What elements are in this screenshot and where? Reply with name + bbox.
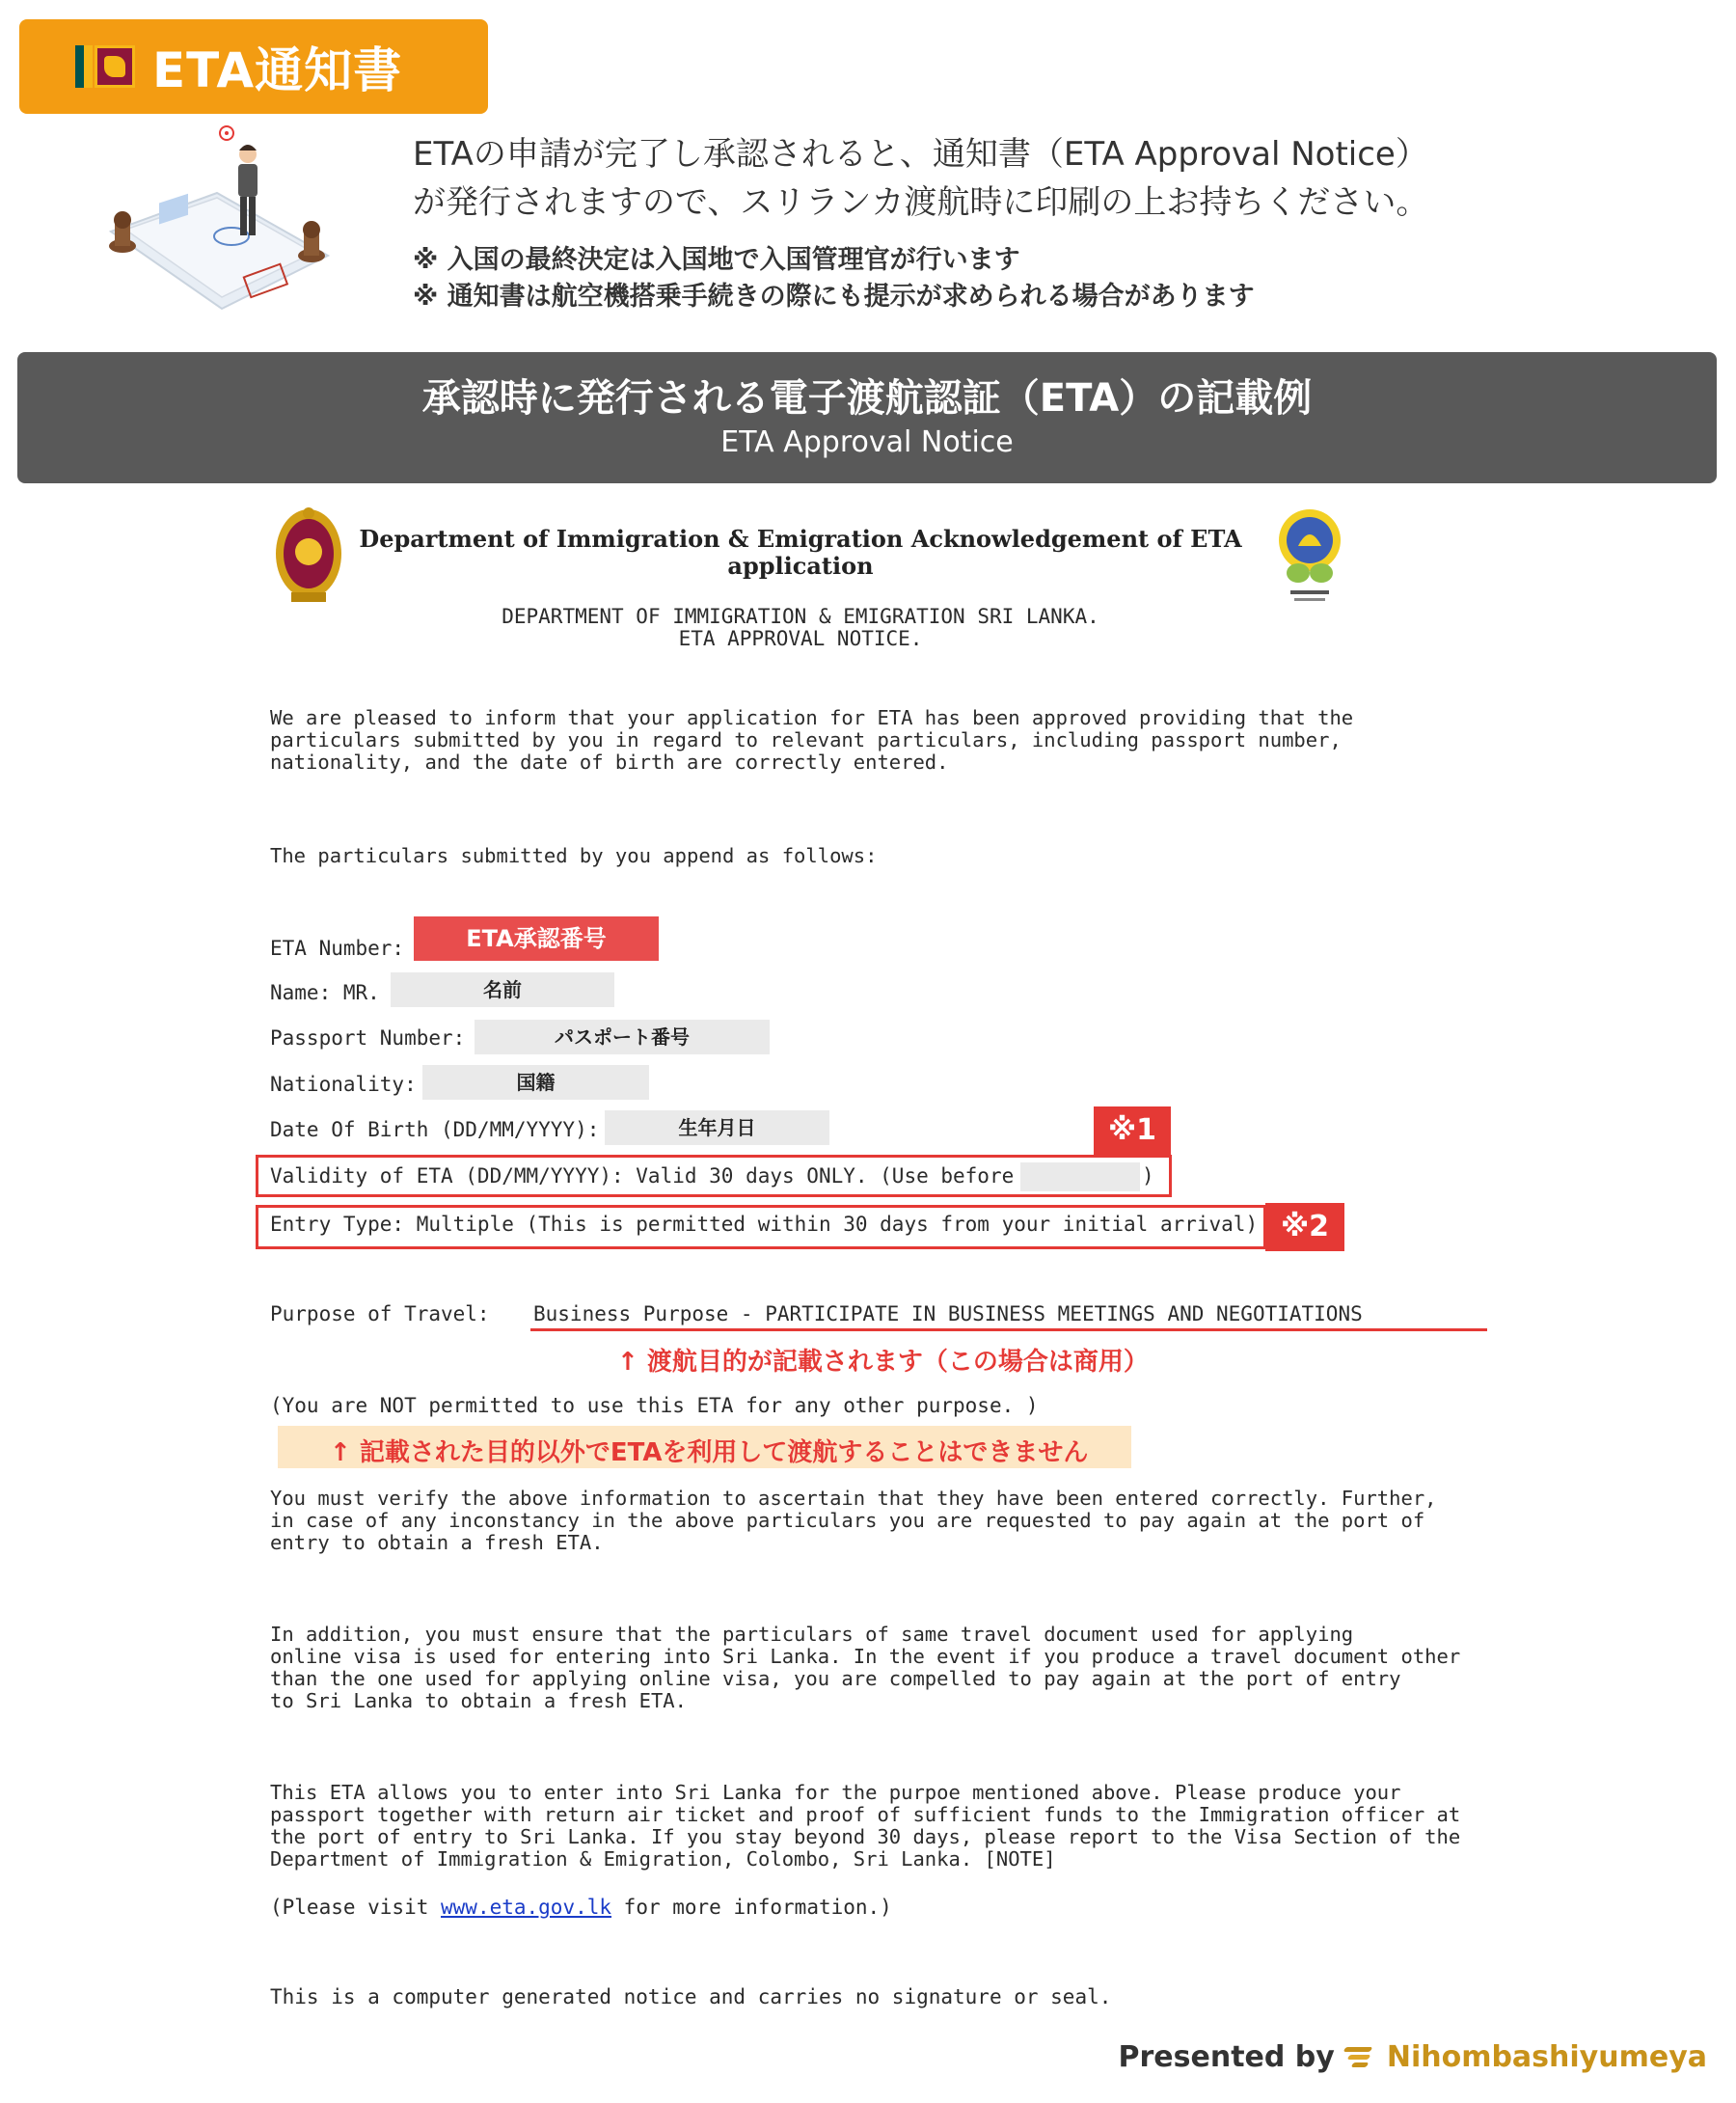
notice-paragraph-verify: You must verify the above information to ascertain that they have been entered correctly. Further, in case of any inconstancy in the above particulars you are requested to pay again at the port of entry to obtain a fresh ETA. — [270, 1487, 1437, 1554]
purpose-of-travel-value: Business Purpose - PARTICIPATE IN BUSINESS MEETINGS AND NEGOTIATIONS — [533, 1302, 1363, 1325]
entry-type: Entry Type: Multiple (This is permitted within 30 days from your initial arrival) — [270, 1213, 1259, 1236]
eta-number-label: ETA Number: — [270, 937, 405, 960]
purpose-annotation: ↑ 渡航目的が記載されます（この場合は商用） — [617, 1348, 1149, 1377]
visit-prefix: (Please visit — [270, 1896, 442, 1919]
eta-number-mask: ETA承認番号 — [414, 916, 659, 961]
intro-line-1: ETAの申請が完了し承認されると、通知書（ETA Approval Notice） — [413, 135, 1428, 174]
brand-name: Nihombashiyumeya — [1386, 2040, 1707, 2074]
notice-closing: This is a computer generated notice and carries no signature or seal. — [270, 1985, 1112, 2008]
purpose-of-travel-label: Purpose of Travel: — [270, 1302, 490, 1325]
name-label: Name: MR. — [270, 981, 380, 1004]
intro-line-2: が発行されますので、スリランカ渡航時に印刷の上お持ちください。 — [413, 183, 1429, 222]
immigration-department-logo-icon — [1271, 504, 1348, 606]
passport-number-mask: パスポート番号 — [475, 1020, 770, 1054]
notice-heading-line-2: application — [727, 552, 874, 580]
eta-website-link[interactable]: www.eta.gov.lk — [441, 1896, 612, 1919]
banner-title: 承認時に発行される電子渡航認証（ETA）の記載例 — [421, 376, 1313, 421]
annotation-tag-2: ※2 — [1265, 1203, 1344, 1251]
nationality-mask: 国籍 — [422, 1065, 649, 1100]
notice-paragraph-approval: We are pleased to inform that your application for ETA has been approved providing that the particulars submitted by you in regard to relevant particulars, including passport number, nationality, and the date of birth are correctly entered. — [270, 706, 1354, 774]
note-1: ※ 入国の最終決定は入国地で入国管理官が行います — [413, 245, 1020, 275]
footer-credit — [1119, 2040, 1707, 2074]
notice-subheading-line-1: DEPARTMENT OF IMMIGRATION & EMIGRATION SRI LANKA. — [502, 605, 1099, 628]
presented-by-text: Presented by — [1118, 2040, 1335, 2074]
date-of-birth-mask: 生年月日 — [605, 1110, 829, 1145]
nihombashiyumeya-logo-icon — [1344, 2045, 1377, 2070]
title-badge — [19, 19, 488, 114]
banner-subtitle: ETA Approval Notice — [720, 425, 1014, 459]
not-permitted-annotation: ↑ 記載された目的以外でETAを利用して渡航することはできません — [330, 1438, 1089, 1467]
nationality-label: Nationality: — [270, 1073, 417, 1096]
notice-subheading-line-2: ETA APPROVAL NOTICE. — [678, 627, 923, 650]
intro-text — [413, 130, 1715, 315]
passport-number-label: Passport Number: — [270, 1026, 466, 1050]
date-of-birth-label: Date Of Birth (DD/MM/YYYY): — [270, 1118, 600, 1141]
notice-heading — [357, 526, 1244, 580]
notice-paragraph-travel-document: In addition, you must ensure that the particulars of same travel document used for applying online visa is used for entering into Sri Lanka. In the event if you produce a travel document other than the one used for applying online visa, you are compelled to pay again at the port of entry to Sri Lanka to obtain a fresh ETA. — [270, 1623, 1461, 1712]
application-illustration-icon — [101, 125, 342, 323]
notice-paragraph-particulars: The particulars submitted by you append as follows: — [270, 844, 878, 867]
note-2: ※ 通知書は航空機搭乗手続きの際にも提示が求められる場合があります — [413, 282, 1255, 312]
validity-close-paren: ) — [1142, 1164, 1154, 1188]
validity-of-eta: Validity of ETA (DD/MM/YYYY): Valid 30 days ONLY. (Use before — [270, 1164, 1015, 1188]
validity-date-mask — [1020, 1162, 1140, 1191]
sri-lanka-flag-icon — [75, 45, 135, 88]
name-mask: 名前 — [391, 972, 614, 1007]
section-banner — [17, 352, 1717, 483]
visit-info — [270, 1895, 892, 1920]
purpose-underline — [530, 1328, 1487, 1331]
visit-suffix: for more information.) — [611, 1896, 892, 1919]
not-permitted-notice: (You are NOT permitted to use this ETA for any other purpose. ) — [270, 1394, 1039, 1417]
sri-lanka-emblem-icon — [272, 504, 345, 606]
annotation-tag-1: ※1 — [1094, 1106, 1171, 1155]
notice-subheading — [357, 606, 1244, 650]
notice-heading-line-1: Department of Immigration & Emigration Acknowledgement of ETA — [359, 525, 1242, 553]
page-title: ETA通知書 — [152, 42, 403, 98]
notice-paragraph-entry: This ETA allows you to enter into Sri Lanka for the purpoe mentioned above. Please produce your passport together with return air ticket and proof of sufficient funds to the Immigration officer at the port of entry to Sri Lanka. If you stay beyond 30 days, please report to the Visa Section of the Department of Immigration & Emigration, Colombo, Sri Lanka. [NOTE] — [270, 1781, 1461, 1871]
